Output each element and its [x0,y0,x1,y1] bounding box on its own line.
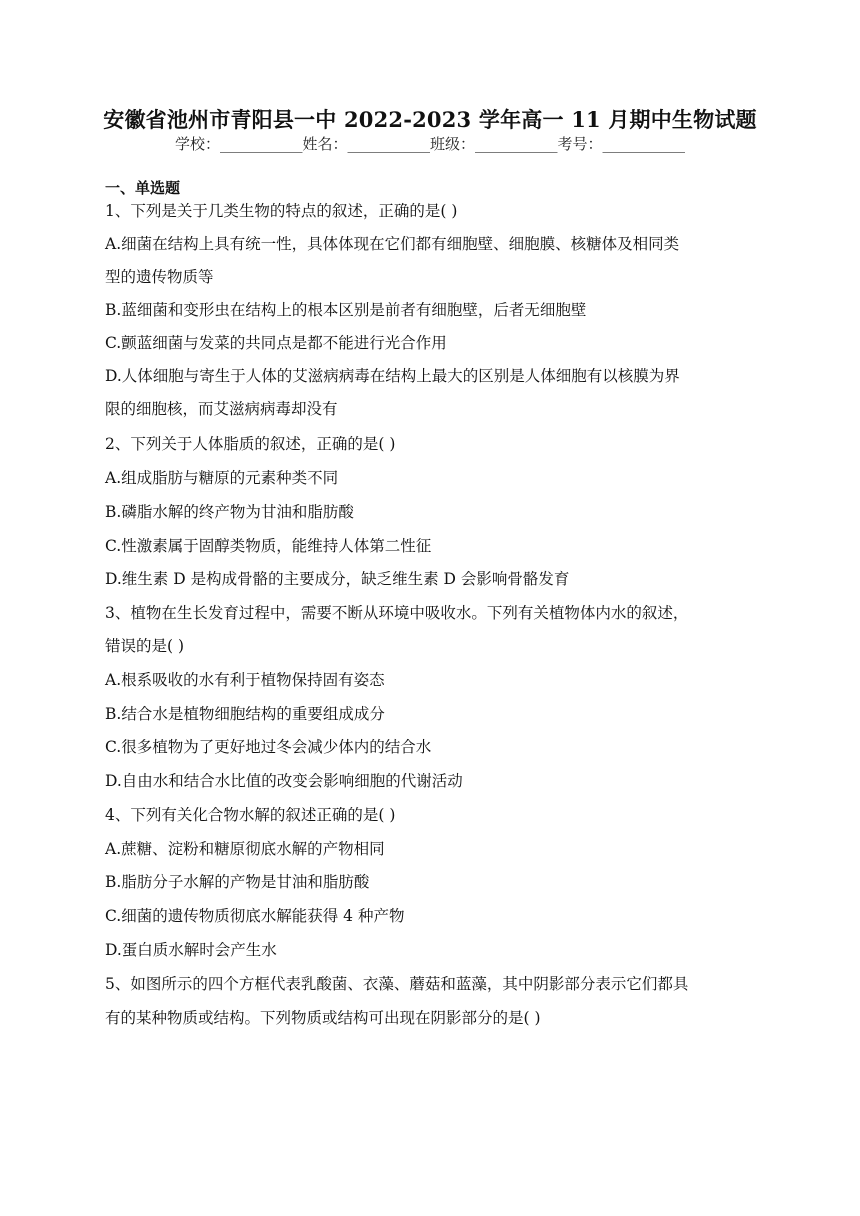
question-line: B.脂肪分子水解的产物是甘油和脂肪酸 [105,873,370,891]
document-title: 安徽省池州市青阳县一中 2022-2023 学年高一 11 月期中生物试题 [103,107,757,132]
question-line: A.根系吸收的水有利于植物保持固有姿态 [105,671,385,689]
question-line: 型的遗传物质等 [105,268,214,286]
question-line: 5、如图所示的四个方框代表乳酸菌、衣藻、蘑菇和蓝藻，其中阴影部分表示它们都具 [105,975,689,993]
question-line: A.蔗糖、淀粉和糖原彻底水解的产物相同 [105,840,385,858]
question-line: A.组成脂肪与糖原的元素种类不同 [105,469,339,487]
question-line: C.细菌的遗传物质彻底水解能获得 4 种产物 [105,907,405,925]
question-line: C.性激素属于固醇类物质，能维持人体第二性征 [105,537,432,555]
question-line: 2、下列关于人体脂质的叙述，正确的是( ) [105,435,396,453]
question-line: 限的细胞核，而艾滋病病毒却没有 [105,400,338,418]
question-line: D.维生素 D 是构成骨骼的主要成分，缺乏维生素 D 会影响骨骼发育 [105,570,570,588]
question-line: 错误的是( ) [105,637,185,655]
question-line: C.很多植物为了更好地过冬会减少体内的结合水 [105,738,432,756]
student-info-text: 学校：___________姓名：___________班级：___________考号：___________ [174,135,685,153]
question-line: B.蓝细菌和变形虫在结构上的根本区别是前者有细胞壁，后者无细胞壁 [105,301,587,319]
question-line: 有的某种物质或结构。下列物质或结构可出现在阴影部分的是( ) [105,1009,541,1027]
section-title: 一、单选题 [105,179,181,197]
question-line: A.细菌在结构上具有统一性，具体体现在它们都有细胞壁、细胞膜、核糖体及相同类 [105,235,680,253]
question-line: C.颤蓝细菌与发菜的共同点是都不能进行光合作用 [105,334,447,352]
student-info-line [0,133,860,154]
question-line: B.结合水是植物细胞结构的重要组成成分 [105,705,385,723]
question-line: 4、下列有关化合物水解的叙述正确的是( ) [105,806,396,824]
question-line: 3、植物在生长发育过程中，需要不断从环境中吸收水。下列有关植物体内水的叙述， [105,604,689,622]
question-line: 1、下列是关于几类生物的特点的叙述，正确的是( ) [105,202,458,220]
question-line: D.人体细胞与寄生于人体的艾滋病病毒在结构上最大的区别是人体细胞有以核膜为界 [105,367,680,385]
question-line: D.自由水和结合水比值的改变会影响细胞的代谢活动 [105,772,463,790]
question-line: D.蛋白质水解时会产生水 [105,941,277,959]
question-line: B.磷脂水解的终产物为甘油和脂肪酸 [105,503,354,521]
